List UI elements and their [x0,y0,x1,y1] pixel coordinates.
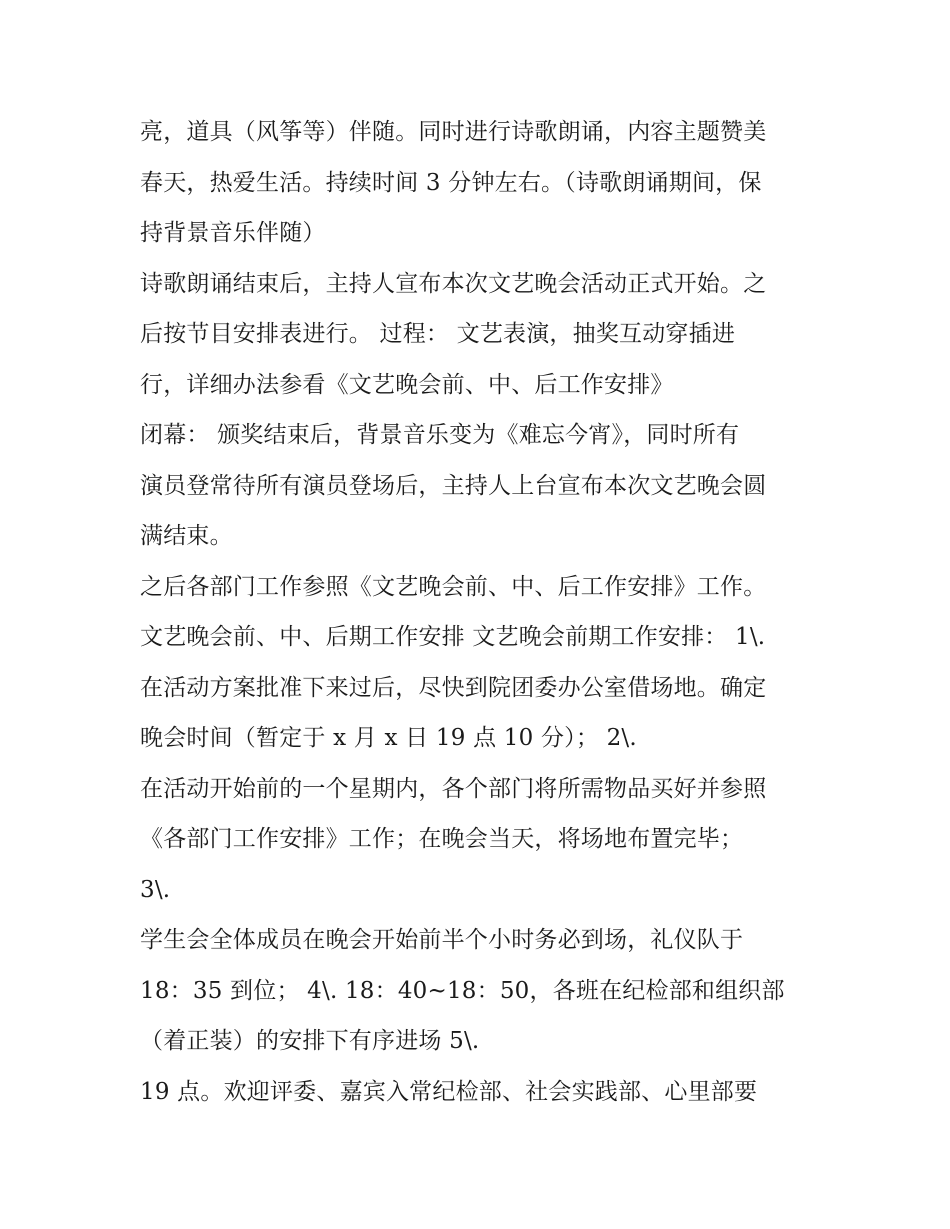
text-line: 诗歌朗诵结束后，主持人宣布本次文艺晚会活动正式开始。之 [140,270,767,297]
text-line: 19 点。欢迎评委、嘉宾入常纪检部、社会实践部、心里部要 [140,1078,758,1105]
text-line: 行，详细办法参看《文艺晚会前、中、后工作安排》 [140,371,674,398]
text-line: 后按节目安排表进行。 过程： 文艺表演，抽奖互动穿插进 [140,321,736,347]
text-line: 闭幕： 颁奖结束后，背景音乐变为《难忘今宵》，同时所有 [140,422,740,448]
text-line: 文艺晚会前、中、后期工作安排 文艺晚会前期工作安排： 1\. [140,624,766,650]
text-line: 持背景音乐伴随） [140,220,326,246]
text-line: 演员登常待所有演员登场后，主持人上台宣布本次文艺晚会圆 [140,472,767,499]
text-line: 满结束。 [140,523,233,549]
text-line: 在活动方案批准下来过后，尽快到院团委办公室借场地。确定 [140,674,767,701]
text-line: 学生会全体成员在晚会开始前半个小时务必到场，礼仪队于 [140,927,744,953]
text-line: 之后各部门工作参照《文艺晚会前、中、后工作安排》工作。 [140,573,767,600]
text-line: 亮，道具（风筝等）伴随。同时进行诗歌朗诵，内容主题赞美 [140,119,767,145]
text-line: 春天，热爱生活。持续时间 3 分钟左右。（诗歌朗诵期间，保 [140,169,762,196]
text-line: 3\. [140,876,171,903]
text-line: 在活动开始前的一个星期内，各个部门将所需物品买好并参照 [140,775,767,802]
document-body [140,107,830,1117]
text-line: 《各部门工作安排》工作；在晚会当天，将场地布置完毕； [140,826,744,852]
text-line: （着正装）的安排下有序进场 5\. [140,1028,480,1054]
text-line: 18：35 到位； 4\. 18：40~18：50，各班在纪检部和组织部 [140,977,785,1004]
text-line: 晚会时间（暂定于 x 月 x 日 19 点 10 分）； 2\. [140,725,637,751]
